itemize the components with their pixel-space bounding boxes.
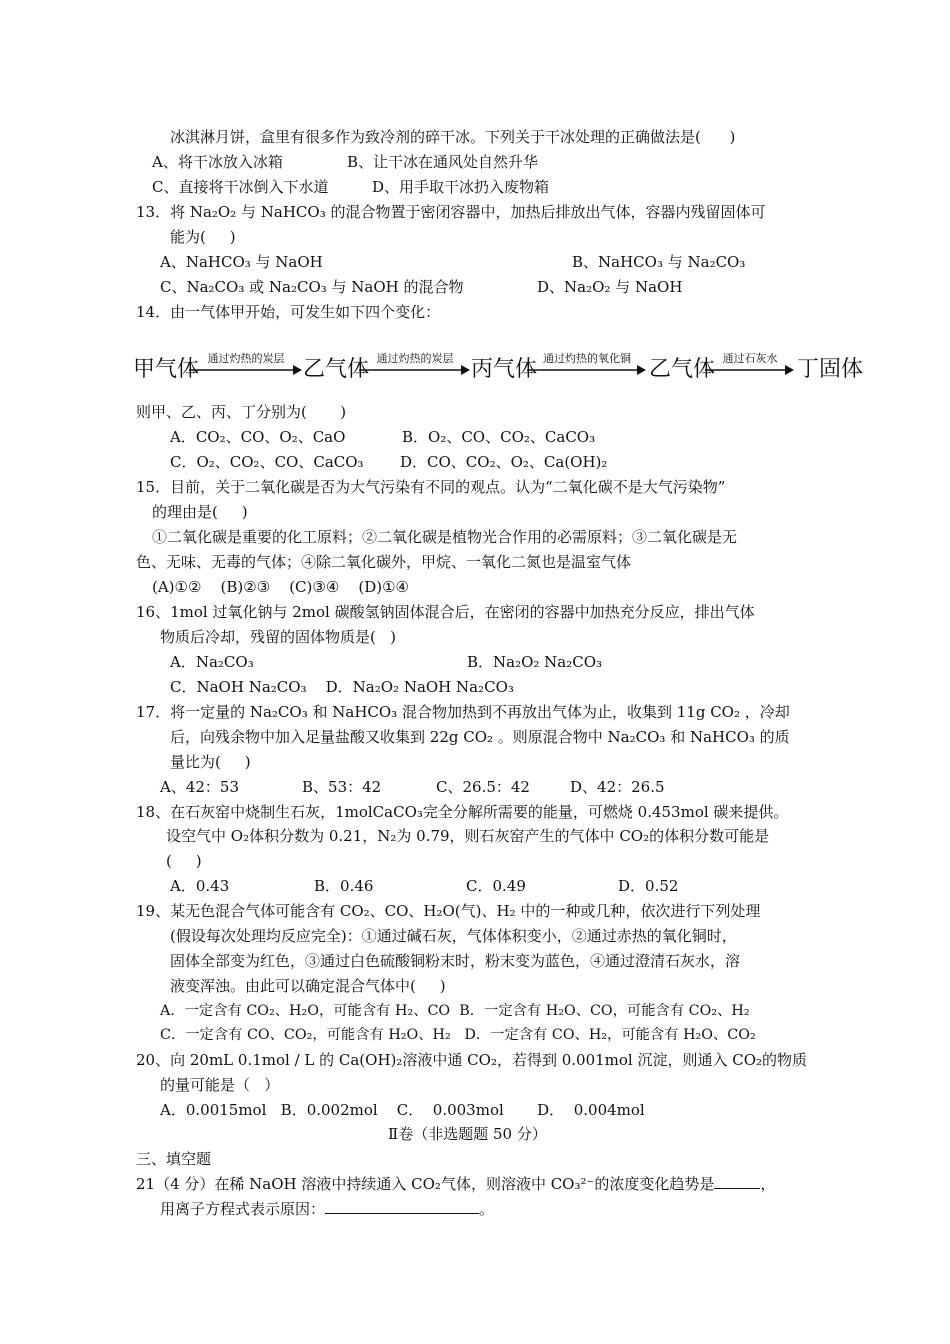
answer-blank-2[interactable] (325, 1199, 479, 1214)
flow-arrow-2 (359, 350, 471, 386)
q18-stem-cont: 设空气中 O₂体积分数为 0.21，N₂为 0.79，则石灰窑产生的气体中 CO₂的体积分数可能是 (166, 827, 770, 845)
q12-stem: 冰淇淋月饼，盒里有很多作为致冷剂的碎干冰。下列关于干冰处理的正确做法是( ) (170, 128, 736, 146)
q19-option-ab: A．一定含有 CO₂、H₂O，可能含有 H₂、CO B．一定含有 H₂O、CO，可能含有 CO₂、H₂ (160, 1003, 750, 1019)
q17-option-c: C、26.5：42 (436, 778, 530, 796)
q13-stem: 13．将 Na₂O₂ 与 NaHCO₃ 的混合物置于密闭容器中，加热后排放出气体，容器内残留固体可 (136, 203, 766, 221)
q15-statements-cont: 色、无味、无毒的气体；④除二氧化碳外，甲烷、一氧化二氮也是温室气体 (136, 553, 632, 571)
q15-stem-cont: 的理由是( ) (152, 503, 248, 521)
q18-option-b: B．0.46 (314, 877, 374, 895)
arrow-right-icon (527, 364, 647, 376)
q18-option-d: D．0.52 (618, 877, 679, 895)
q12-option-d: D、用手取干冰扔入废物箱 (372, 178, 550, 196)
q18-option-a: A．0.43 (170, 877, 230, 895)
flow-arrow-1-label: 通过灼热的炭层 (207, 352, 285, 365)
q13-stem-cont: 能为( ) (170, 228, 236, 246)
q21-stem-cont: 用离子方程式表示原因： 。 (160, 1200, 495, 1218)
arrow-right-icon (189, 364, 303, 376)
flow-arrow-3 (527, 350, 647, 386)
q14-option-b: B．O₂、CO、CO₂、CaCO₃ (402, 428, 596, 446)
q15-stem: 15．目前，关于二氧化碳是否为大气污染有不同的观点。认为“二氧化碳不是大气污染物” (136, 478, 726, 496)
arrow-right-icon (359, 364, 471, 376)
q15-statements: ①二氧化碳是重要的化工原料；②二氧化碳是植物光合作用的必需原料；③二氧化碳是无 (152, 528, 738, 546)
q16-option-a: A．Na₂CO₃ (170, 653, 254, 671)
q20-options: A．0.0015mol B．0.002mol C． 0.003mol D． 0.004mol (160, 1101, 645, 1119)
flow-arrow-4-label: 通过石灰水 (722, 352, 778, 365)
q16-stem-cont: 物质后冷却，残留的固体物质是( ) (160, 628, 397, 646)
arrow-right-icon (705, 364, 795, 376)
q15-options: (A)①② (B)②③ (C)③④ (D)①④ (152, 578, 409, 596)
q14-option-c: C．O₂、CO₂、CO、CaCO₃ (170, 453, 364, 471)
q16-option-b: B．Na₂O₂ Na₂CO₃ (467, 653, 603, 671)
q12-option-a: A、将干冰放入冰箱 (152, 153, 283, 171)
section-2-heading: Ⅱ卷（非选题题 50 分） (388, 1125, 547, 1143)
flow-arrow-4 (705, 350, 795, 386)
q13-option-c: C、Na₂CO₃ 或 Na₂CO₃ 与 NaOH 的混合物 (160, 278, 464, 296)
flow-node-bing: 丙气体 (471, 357, 538, 382)
flow-node-jia: 甲气体 (133, 357, 200, 382)
q17-option-a: A、42：53 (160, 778, 240, 796)
flow-node-yi: 乙气体 (303, 357, 370, 382)
q17-stem-cont: 后，向残余物中加入足量盐酸又收集到 22g CO₂ 。则原混合物中 Na₂CO₃ 和 NaHCO₃ 的质 (170, 728, 790, 746)
q19-stem: 19、某无色混合气体可能含有 CO₂、CO、H₂O(气)、H₂ 中的一种或几种，依次进行下列处理 (136, 902, 761, 920)
q14-question: 则甲、乙、丙、丁分别为( ) (136, 403, 347, 421)
q18-stem-cont-2: ( ) (166, 852, 202, 870)
flow-node-yi-2: 乙气体 (649, 357, 716, 382)
q14-option-d: D．CO、CO₂、O₂、Ca(OH)₂ (400, 453, 608, 471)
flow-arrow-3-label: 通过灼热的氧化铜 (543, 352, 631, 365)
q17-stem-cont-2: 量比为( ) (170, 753, 251, 771)
flow-arrow-1 (189, 350, 303, 386)
section-3-heading: 三、填空题 (136, 1150, 212, 1168)
q12-option-c: C、直接将干冰倒入下水道 (152, 178, 329, 196)
q13-option-b: B、NaHCO₃ 与 Na₂CO₃ (572, 253, 746, 271)
flow-arrow-2-label: 通过灼热的炭层 (376, 352, 454, 365)
q17-option-d: D、42：26.5 (570, 778, 665, 796)
q12-option-b: B、让干冰在通风处自然升华 (347, 153, 539, 171)
q16-option-cd: C．NaOH Na₂CO₃ D．Na₂O₂ NaOH Na₂CO₃ (170, 678, 514, 696)
q19-stem-cont-2: 固体全部变为红色，③通过白色硫酸铜粉末时，粉末变为蓝色，④通过澄清石灰水，溶 (170, 952, 741, 970)
q18-option-c: C．0.49 (466, 877, 526, 895)
q13-option-d: D、Na₂O₂ 与 NaOH (537, 278, 683, 296)
q21-stem: 21（4 分）在稀 NaOH 溶液中持续通入 CO₂气体，则溶液中 CO₃²⁻的浓度变化趋势是 ， (136, 1175, 776, 1193)
q13-option-a: A、NaHCO₃ 与 NaOH (160, 253, 323, 271)
q19-stem-cont-3: 液变浑浊。由此可以确定混合气体中( ) (170, 977, 446, 995)
q14-reaction-flow (133, 350, 864, 390)
q14-stem: 14．由一气体甲开始，可发生如下四个变化： (136, 303, 441, 321)
q17-option-b: B、53：42 (302, 778, 382, 796)
q14-option-a: A．CO₂、CO、O₂、CaO (170, 428, 346, 446)
q17-stem: 17．将一定量的 Na₂CO₃ 和 NaHCO₃ 混合物加热到不再放出气体为止，收集到 11g CO₂ ，冷却 (136, 703, 790, 721)
answer-blank-1[interactable] (714, 1174, 760, 1189)
q16-stem: 16、1mol 过氧化钠与 2mol 碳酸氢钠固体混合后，在密闭的容器中加热充分反应，排出气体 (136, 603, 755, 621)
q19-stem-cont: (假设每次处理均反应完全)：①通过碱石灰，气体体积变小，②通过赤热的氧化铜时， (170, 927, 737, 945)
q20-stem: 20、向 20mL 0.1mol / L 的 Ca(OH)₂溶液中通 CO₂，若得到 0.001mol 沉淀，则通入 CO₂的物质 (136, 1051, 808, 1069)
q18-stem: 18、在石灰窑中烧制生石灰，1molCaCO₃完全分解所需要的能量，可燃烧 0.453mol 碳来提供。 (136, 803, 789, 821)
q20-stem-cont: 的量可能是（ ） (160, 1076, 280, 1094)
flow-node-ding: 丁固体 (797, 357, 864, 382)
q19-option-cd: C．一定含有 CO、CO₂，可能含有 H₂O、H₂ D．一定含有 CO、H₂，可能含有 H₂O、CO₂ (160, 1027, 756, 1043)
